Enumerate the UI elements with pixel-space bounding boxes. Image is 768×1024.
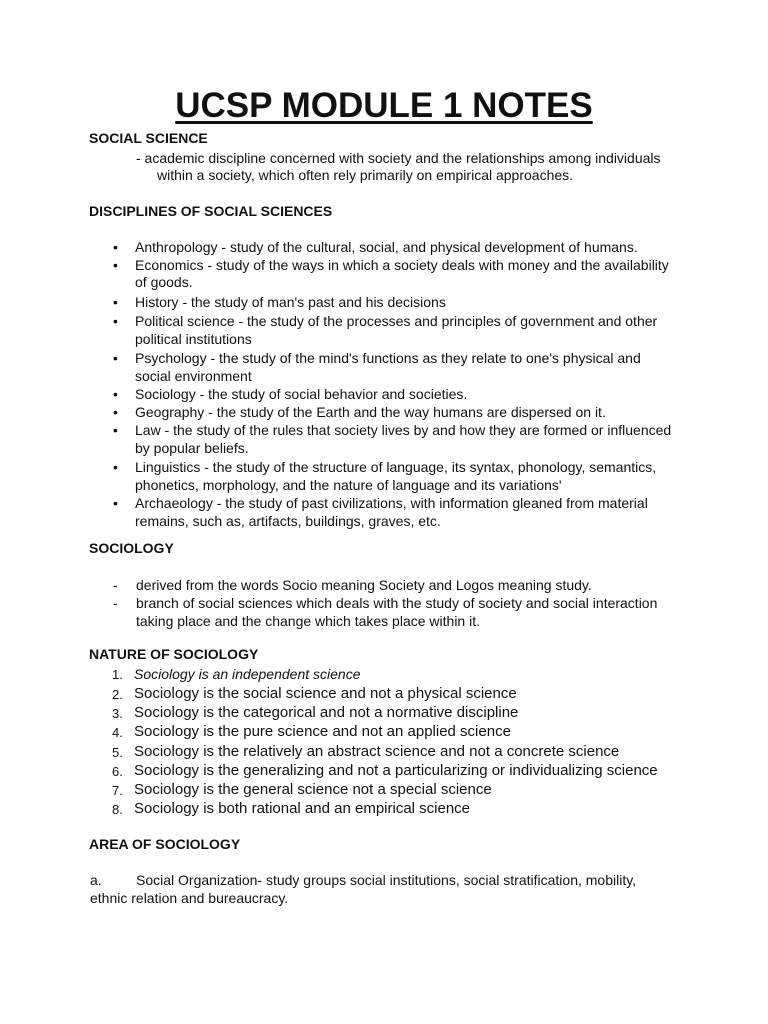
discipline-law: Law - the study of the rules that society lives by and how they are formed or influenced [135, 422, 672, 438]
bullet-marker: • [113, 459, 118, 475]
discipline-law-cont: by popular beliefs. [135, 440, 249, 456]
nature-item-6: Sociology is the generalizing and not a particularizing or individualizing science [134, 762, 658, 779]
discipline-linguistics-cont: phonetics, morphology, and the nature of language and its variations' [135, 477, 562, 493]
list-number: 8. [112, 802, 123, 817]
nature-item-2: Sociology is the social science and not a physical science [134, 685, 517, 702]
page-title: UCSP MODULE 1 NOTES [175, 86, 593, 125]
discipline-anthropology: Anthropology - study of the cultural, social, and physical development of humans. [135, 239, 638, 255]
list-number: 5. [112, 745, 123, 760]
bullet-marker: • [113, 350, 118, 366]
list-number: 6. [112, 764, 123, 779]
list-number: 4. [112, 725, 123, 740]
sociology-branch: branch of social sciences which deals with the study of society and social interaction [136, 595, 658, 611]
nature-item-7: Sociology is the general science not a special science [134, 781, 492, 798]
heading-social-science: SOCIAL SCIENCE [89, 130, 208, 146]
discipline-economics-cont: of goods. [135, 274, 193, 290]
social-science-definition-line-2: within a society, which often rely primarily on empirical approaches. [157, 167, 574, 183]
bullet-marker: • [113, 313, 118, 329]
list-number: 1. [112, 667, 123, 682]
nature-item-5: Sociology is the relatively an abstract science and not a concrete science [134, 743, 620, 760]
dash-marker: - [113, 595, 118, 611]
bullet-marker: • [113, 257, 118, 273]
discipline-psychology: Psychology - the study of the mind's functions as they relate to one's physical and [135, 350, 641, 366]
bullet-marker: • [113, 404, 118, 420]
discipline-archaeology: Archaeology - the study of past civilizations, with information gleaned from material [135, 495, 648, 511]
bullet-marker: • [113, 386, 118, 402]
heading-disciplines: DISCIPLINES OF SOCIAL SCIENCES [89, 203, 333, 219]
discipline-history: History - the study of man's past and his decisions [135, 294, 446, 310]
bullet-marker: • [113, 294, 118, 310]
nature-item-3: Sociology is the categorical and not a normative discipline [134, 704, 519, 721]
bullet-marker: • [113, 495, 118, 511]
discipline-sociology: Sociology - the study of social behavior and societies. [135, 386, 468, 402]
area-social-organization-cont: ethnic relation and bureaucracy. [90, 890, 289, 906]
bullet-marker: • [113, 239, 118, 255]
list-number: 2. [112, 687, 123, 702]
discipline-psychology-cont: social environment [135, 368, 252, 384]
list-number: 7. [112, 783, 123, 798]
heading-area-of-sociology: AREA OF SOCIOLOGY [89, 836, 241, 852]
discipline-linguistics: Linguistics - the study of the structure of language, its syntax, phonology, semantics, [135, 459, 657, 475]
area-social-organization: Social Organization- study groups social institutions, social stratification, mobility, [136, 872, 637, 888]
discipline-archaeology-cont: remains, such as, artifacts, buildings, graves, etc. [135, 513, 441, 529]
heading-nature-of-sociology: NATURE OF SOCIOLOGY [89, 646, 259, 662]
list-number: 3. [112, 706, 123, 721]
discipline-political-science-cont: political institutions [135, 331, 252, 347]
discipline-political-science: Political science - the study of the processes and principles of government and other [135, 313, 658, 329]
sociology-derivation: derived from the words Socio meaning Society and Logos meaning study. [136, 577, 592, 593]
nature-item-8: Sociology is both rational and an empirical science [134, 800, 471, 817]
discipline-economics: Economics - study of the ways in which a society deals with money and the availability [135, 257, 669, 273]
nature-item-1: Sociology is an independent science [134, 666, 361, 682]
dash-marker: - [113, 577, 118, 593]
discipline-geography: Geography - the study of the Earth and the way humans are dispersed on it. [135, 404, 606, 420]
area-marker: a. [90, 872, 102, 888]
sociology-branch-cont: taking place and the change which takes place within it. [136, 613, 480, 629]
heading-sociology: SOCIOLOGY [89, 540, 174, 556]
nature-item-4: Sociology is the pure science and not an applied science [134, 723, 511, 740]
social-science-definition-line-1: - academic discipline concerned with society and the relationships among individuals [136, 150, 661, 166]
bullet-marker: • [113, 422, 118, 438]
